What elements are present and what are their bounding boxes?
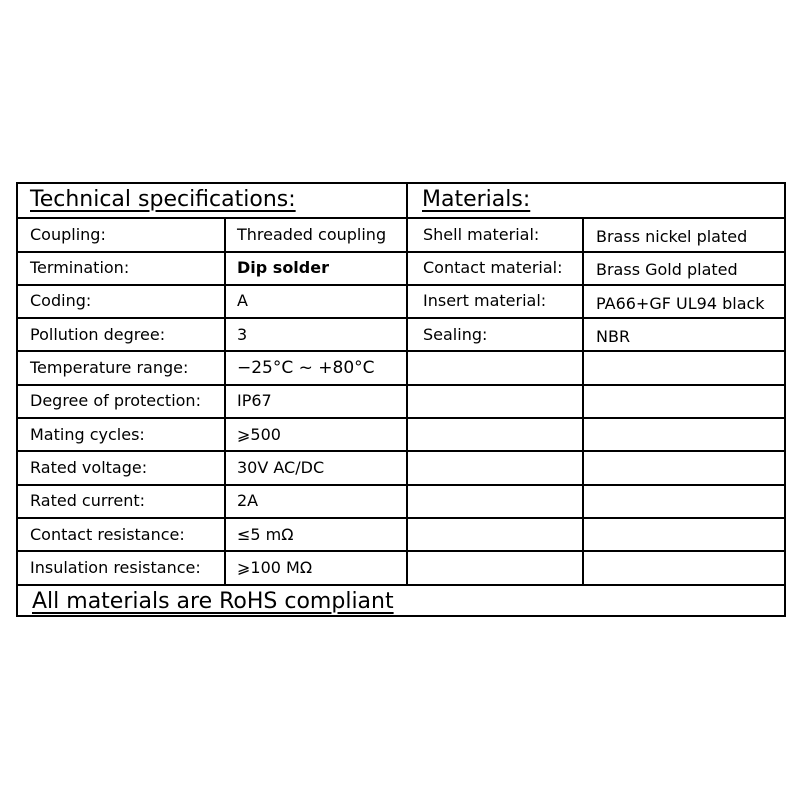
grid-line [18,317,784,319]
spec-value-termination: Dip solder [237,258,329,277]
material-label-insert: Insert material: [423,291,547,310]
spec-label-insulation-resistance: Insulation resistance: [30,558,201,577]
grid-line [18,550,784,552]
grid-line [582,217,584,585]
spec-label-termination: Termination: [30,258,130,277]
material-label-shell: Shell material: [423,225,540,244]
grid-line [18,217,784,219]
spec-label-contact-resistance: Contact resistance: [30,525,185,544]
materials-heading: Materials: [422,187,531,212]
grid-line [18,284,784,286]
grid-line [18,584,784,586]
spec-label-mating-cycles: Mating cycles: [30,425,145,444]
rohs-compliance-note: All materials are RoHS compliant [32,589,394,614]
grid-line [18,350,784,352]
spec-label-pollution-degree: Pollution degree: [30,325,166,344]
material-value-insert: PA66+GF UL94 black [596,294,765,313]
spec-value-rated-current: 2A [237,491,259,510]
material-label-sealing: Sealing: [423,325,488,344]
spec-value-temperature-range: −25°C ~ +80°C [237,358,375,378]
specifications-table [16,182,786,617]
spec-value-mating-cycles: ⩾500 [237,425,281,444]
grid-line [224,217,226,585]
material-label-contact: Contact material: [423,258,563,277]
material-value-sealing: NBR [596,327,631,346]
grid-line [18,517,784,519]
spec-label-rated-current: Rated current: [30,491,146,510]
material-value-contact: Brass Gold plated [596,260,738,279]
material-value-shell: Brass nickel plated [596,227,748,246]
spec-value-rated-voltage: 30V AC/DC [237,458,325,477]
grid-line [18,484,784,486]
spec-value-pollution-degree: 3 [237,325,248,344]
grid-line [18,251,784,253]
spec-label-coding: Coding: [30,291,92,310]
spec-label-temperature-range: Temperature range: [30,358,189,377]
grid-line [18,417,784,419]
spec-label-rated-voltage: Rated voltage: [30,458,148,477]
grid-line [18,450,784,452]
spec-label-coupling: Coupling: [30,225,106,244]
technical-specifications-heading: Technical specifications: [30,187,296,212]
spec-value-coupling: Threaded coupling [237,225,387,244]
spec-value-coding: A [237,291,248,310]
spec-value-degree-of-protection: IP67 [237,391,272,410]
grid-line [18,384,784,386]
grid-line [406,184,408,585]
spec-value-insulation-resistance: ⩾100 MΩ [237,558,313,577]
spec-label-degree-of-protection: Degree of protection: [30,391,201,410]
spec-value-contact-resistance: ≤5 mΩ [237,525,294,544]
